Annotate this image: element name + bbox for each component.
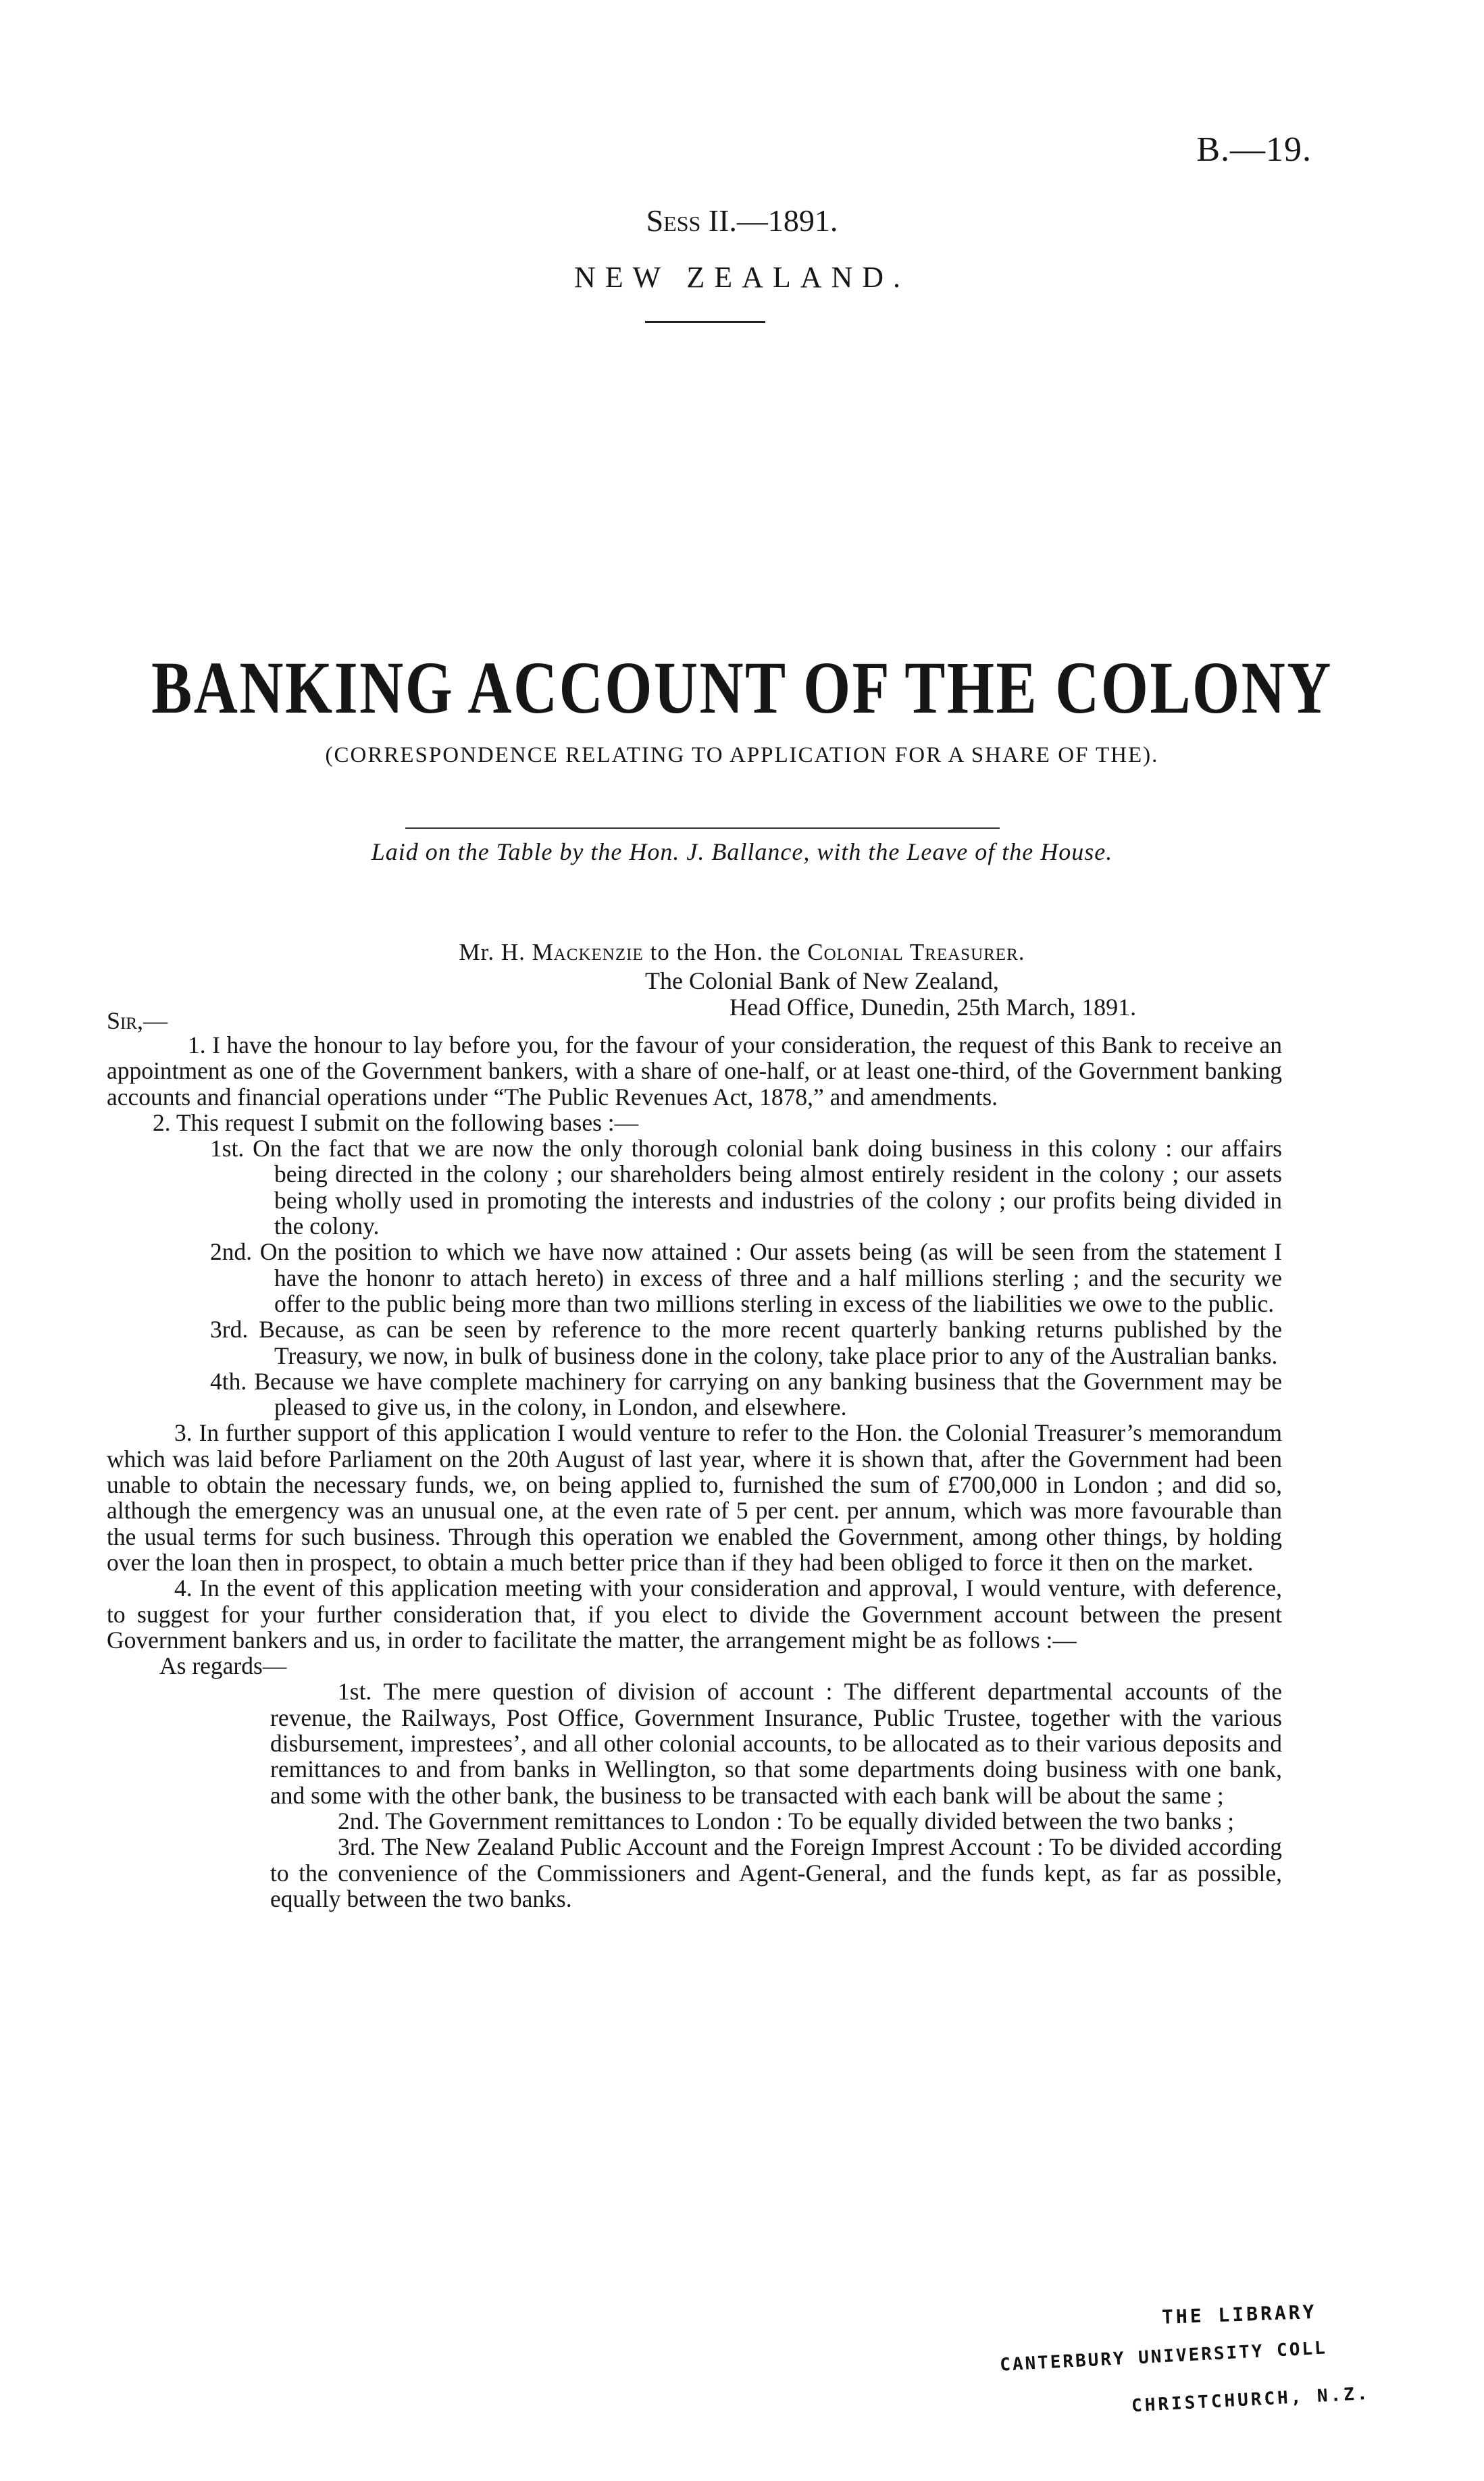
heading-end: .: [1018, 939, 1025, 965]
sender-address-line-2: Head Office, Dunedin, 25th March, 1891.: [730, 994, 1137, 1021]
country-heading: NEW ZEALAND.: [573, 261, 911, 294]
session-label: Sess: [646, 203, 701, 238]
heading-middle: to the Hon. the: [643, 939, 808, 965]
letter-body: [107, 1032, 1282, 1912]
heading-sender: Mackenzie: [532, 939, 644, 965]
session-number: II.—1891.: [700, 203, 838, 238]
sender-address-line-1: The Colonial Bank of New Zealand,: [645, 967, 999, 994]
document-title: BANKING ACCOUNT OF THE COLONY: [151, 646, 1333, 729]
library-stamp: [1000, 2303, 1432, 2445]
document-reference: B.—19.: [1196, 130, 1312, 169]
laid-divider: [405, 827, 1000, 829]
basis-item: 3rd. Because, as can be seen by reference to the more recent quarterly banking returns published by the Treasury, we now, in bulk of business done in the colony, take place prior to any of the Australian banks.: [210, 1316, 1282, 1369]
stamp-line-2: CANTERBURY UNIVERSITY COLL: [999, 2338, 1328, 2376]
paragraph-2: 2. This request I submit on the following bases :—: [153, 1108, 639, 1136]
document-subtitle: (CORRESPONDENCE RELATING TO APPLICATION FOR A SHARE OF THE).: [325, 743, 1159, 767]
as-regards-label: As regards—: [159, 1652, 287, 1680]
paragraph-3: 3. In further support of this application I would venture to refer to the Hon. the Colonial Treasurer’s memorandum which was laid before Parliament on the 20th August of last year, where it is shown that, after the Government had been unable to obtain the necessary funds, we, on being applied to, furnished the sum of £700,000 in London ; and did so, although the emergency was an unusual one, at the even rate of 5 per cent. per annum, which was more favourable than the usual terms for such business. Through this operation we enabled the Government, among other things, by holding over the loan then in prospect, to obtain a much better price than if they had been obliged to force it then on the market.: [107, 1419, 1282, 1576]
stamp-line-3: CHRISTCHURCH, N.Z.: [1131, 2383, 1371, 2417]
regards-item: 2nd. The Government remittances to London : To be equally divided between the two banks ;: [338, 1807, 1235, 1835]
stamp-line-1: THE LIBRARY: [1161, 2301, 1317, 2328]
basis-item: 2nd. On the position to which we have now attained : Our assets being (as will be seen from the statement I have the hononr to attach hereto) in excess of three and a half millions sterling ; and the security we offer to the public being more than two millions sterling in excess of the liabilities we owe to the public.: [210, 1238, 1282, 1317]
paragraph-1: 1. I have the honour to lay before you, for the favour of your consideration, the request of this Bank to receive an appointment as one of the Government bankers, with a share of one-half, or at least one-third, of the Government banking accounts and financial operations under “The Public Revenues Act, 1878,” and amendments.: [107, 1031, 1282, 1110]
heading-recipient: Colonial Treasurer: [807, 939, 1019, 965]
basis-item: 1st. On the fact that we are now the only thorough colonial bank doing business in this colony : our affairs being directed in the colony ; our shareholders being almost entirely resident in the colony ; our assets being wholly used in promoting the interests and industries of the colony ; our profits being divided in the colony.: [210, 1135, 1282, 1240]
paragraph-4: 4. In the event of this application meeting with your consideration and approval, I would venture, with deference, to suggest for your further consideration that, if you elect to divide the Government account between the present Government bankers and us, in order to facilitate the matter, the arrangement might be as follows :—: [107, 1575, 1282, 1654]
laid-on-table-note: Laid on the Table by the Hon. J. Ballance, with the Leave of the House.: [371, 838, 1113, 865]
regards-list: [270, 1679, 1282, 1912]
regards-item: 1st. The mere question of division of account : The different departmental accounts of the revenue, the Railways, Post Office, Government Insurance, Public Trustee, together with the various disbursement, imprestees’, and all other colonial accounts, to be allocated as to their various deposits and remittances to and from banks in Wellington, so that some departments doing business with one bank, and some with the other bank, the business to be transacted with each bank will be about the same ;: [270, 1678, 1282, 1809]
header-divider: [645, 321, 765, 323]
salutation: Sir,—: [107, 1007, 168, 1034]
basis-item: 4th. Because we have complete machinery for carrying on any banking business that the Government may be pleased to give us, in the colony, in London, and elsewhere.: [210, 1367, 1282, 1421]
letter-heading: [0, 939, 1484, 966]
session-line: [0, 203, 1484, 238]
heading-prefix: Mr. H.: [459, 939, 532, 965]
bases-list: [107, 1135, 1282, 1420]
regards-item: 3rd. The New Zealand Public Account and the Foreign Imprest Account : To be divided according to the convenience of the Commissioners and Agent-General, and the funds kept, as far as possible, equally between the two banks.: [270, 1833, 1282, 1912]
